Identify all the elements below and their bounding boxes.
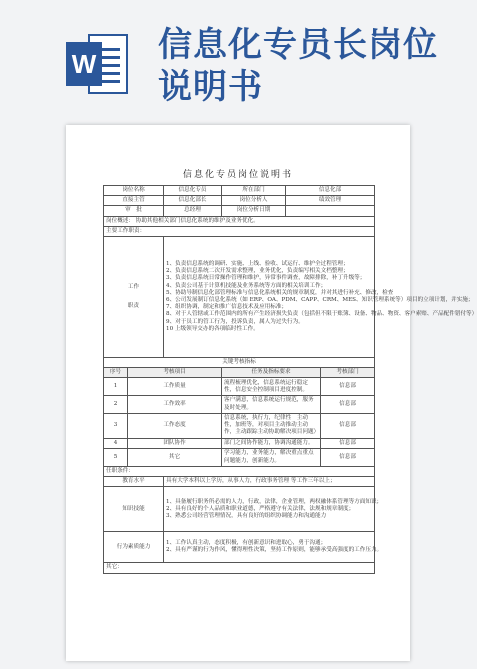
duty-item: 2、负责信息系统二次开发需求整理，业务优化，负责编写相关文档整理；: [166, 268, 349, 275]
kpi-requirement: 客户满意，信息系统运行规范，服务及时处理。: [222, 396, 321, 413]
word-document-icon: [66, 30, 130, 98]
knowledge-list: [164, 487, 383, 532]
education-label: 教育水平: [104, 477, 164, 487]
duty-item: 8、对于人管辖或工作范围内的所有产生经济损失负责（包括但不限于账簿、设备、物品、物资、客户索赔、产品配件错付等）: [166, 311, 477, 318]
approval-label: 审 批: [104, 206, 164, 216]
kpi-section-title: 关键考核指标: [104, 358, 375, 368]
kpi-requirement: 部门之间协作能力，协调沟通能力。: [222, 438, 321, 448]
kpi-no: 2: [104, 396, 128, 413]
education-value: 具有大学本科以上学历，从事人力，行政事务管理 等工作三年以上；: [164, 477, 375, 487]
department-value: 信息化部: [286, 186, 375, 196]
approver-value: 总经理: [164, 206, 222, 216]
info-row: [104, 206, 375, 216]
department-label: 所在部门: [222, 186, 286, 196]
analyst-value: 绩效管理: [286, 196, 375, 206]
behavior-row: [104, 532, 375, 563]
kpi-requirement: 信息系统，执行力，纪律性 主动性，加班等，对项目主动推动主动作，主动跟踪主动协助解决项目问题）: [222, 413, 321, 438]
kpi-department: 信息部: [321, 413, 375, 438]
kpi-row: [104, 438, 375, 448]
behavior-item: 2、具有严谨的行为作风，懂得理性决策，坚持工作原则，能够承受高强度的工作压力。: [166, 547, 383, 554]
kpi-department: 信息部: [321, 438, 375, 448]
document-page: [66, 125, 477, 661]
duty-item: 7、组织协调，制定和推广信息技术及应用标准；: [166, 304, 288, 311]
duty-item: 1、负责信息系统的调研、实施、上线、验收、试运行、维护全过程管理；: [166, 261, 349, 267]
duty-item: 3、负责信息系统日常操作管理和维护，异常事件调查，故障排除，补丁升级等；: [166, 275, 366, 282]
duty-item: 4、负责公司基于计算机技能及业务系统等方面的相关培训工作；: [166, 282, 327, 289]
overview: 岗位概述： 协助其他相关部门信息化系统的维护及业务优化。: [104, 216, 375, 226]
kpi-department: 信息部: [321, 396, 375, 413]
analysis-date-label: 岗位分析日期: [222, 206, 286, 216]
kpi-item: 工作质量: [128, 378, 222, 396]
supervisor-label: 直接主管: [104, 196, 164, 206]
duties-row: [104, 237, 375, 358]
duty-item: 10 上级领导交办的各项临时性工作。: [166, 325, 259, 332]
banner-title-line-1: 信息化专员长岗位: [158, 25, 438, 65]
knowledge-label: 知识技能: [104, 487, 164, 532]
kpi-item: 工作效率: [128, 396, 222, 413]
qualification-title: 任职条件：: [104, 467, 375, 477]
position-name-value: 信息化专员: [164, 186, 222, 196]
kpi-row: [104, 396, 375, 413]
word-badge: W: [66, 42, 102, 86]
info-row: [104, 186, 375, 196]
kpi-row: [104, 449, 375, 467]
knowledge-row: [104, 487, 375, 532]
kpi-no: 5: [104, 449, 128, 467]
other-label: 其它：: [104, 563, 375, 573]
kpi-item: 其它: [128, 449, 222, 467]
duties-title: 主要工作职责：: [104, 226, 375, 236]
duty-item: 9、对于员工的管工行为，投诉负责，属人为过失行为。: [166, 318, 304, 325]
knowledge-item: 2、具有良好的个人品质和职业道德，严格遵守有关法律，法规和规章制度；: [166, 505, 355, 512]
banner-title: [158, 24, 458, 108]
knowledge-item: 1、具备履行职务所必需的人力，行政，法律，企业管理，两权融体系管理等方面知识；: [166, 498, 383, 505]
behavior-label: 行为素质能力: [104, 532, 164, 563]
supervisor-value: 信息化部长: [164, 196, 222, 206]
duties-label-line-1: 工作: [127, 283, 140, 290]
kpi-requirement: 学习能力，业务能力，解决重点重点问题能力，创新能力。: [222, 449, 321, 467]
duty-item: 6、公司发展制订信息化系统（如 ERP、OA、PDM、CAPP、CRM、MES、知识管理系统等）项目的立项计划，并实施；: [166, 297, 474, 304]
analysis-date-value: [286, 206, 375, 216]
education-row: [104, 477, 375, 487]
kpi-no: 4: [104, 438, 128, 448]
duty-item: 5、协助导制信息化部管理标准与信息化系统相关的规章制度，并对其进行补充、修改，检查: [166, 289, 394, 296]
kpi-header-requirement: 任务及指标要求: [222, 368, 321, 378]
info-row: [104, 196, 375, 206]
kpi-department: 信息部: [321, 449, 375, 467]
kpi-header-department: 考核部门: [321, 368, 375, 378]
kpi-row: [104, 413, 375, 438]
duties-list: [164, 237, 477, 358]
kpi-requirement: 流程梳理优化，信息系统运行稳定性，信息安全控制项目进度控制。: [222, 378, 321, 396]
behavior-item: 1、工作认真主动，态度积极，有创新意识和进取心，勇于沟通；: [166, 540, 327, 547]
kpi-header-item: 考核项目: [128, 368, 222, 378]
job-description-table: [103, 185, 477, 574]
kpi-no: 3: [104, 413, 128, 438]
banner: [0, 0, 474, 118]
duties-label: [104, 237, 164, 358]
position-name-label: 岗位名称: [104, 186, 164, 196]
kpi-header-row: [104, 368, 375, 378]
kpi-department: 信息部: [321, 378, 375, 396]
knowledge-item: 3、熟悉公司经营管理情况，具有良好的组织协调能力和沟通能力: [166, 513, 327, 520]
kpi-item: 工作态度: [128, 413, 222, 438]
kpi-no: 1: [104, 378, 128, 396]
kpi-item: 团队协作: [128, 438, 222, 448]
analyst-label: 岗位分析人: [222, 196, 286, 206]
duties-label-line-2: 职责: [127, 303, 140, 310]
banner-title-line-2: 说明书: [158, 67, 263, 107]
document-title: 信息化专员岗位说明书: [182, 170, 293, 180]
kpi-header-no: 序号: [104, 368, 128, 378]
kpi-row: [104, 378, 375, 396]
behavior-list: [164, 532, 383, 563]
